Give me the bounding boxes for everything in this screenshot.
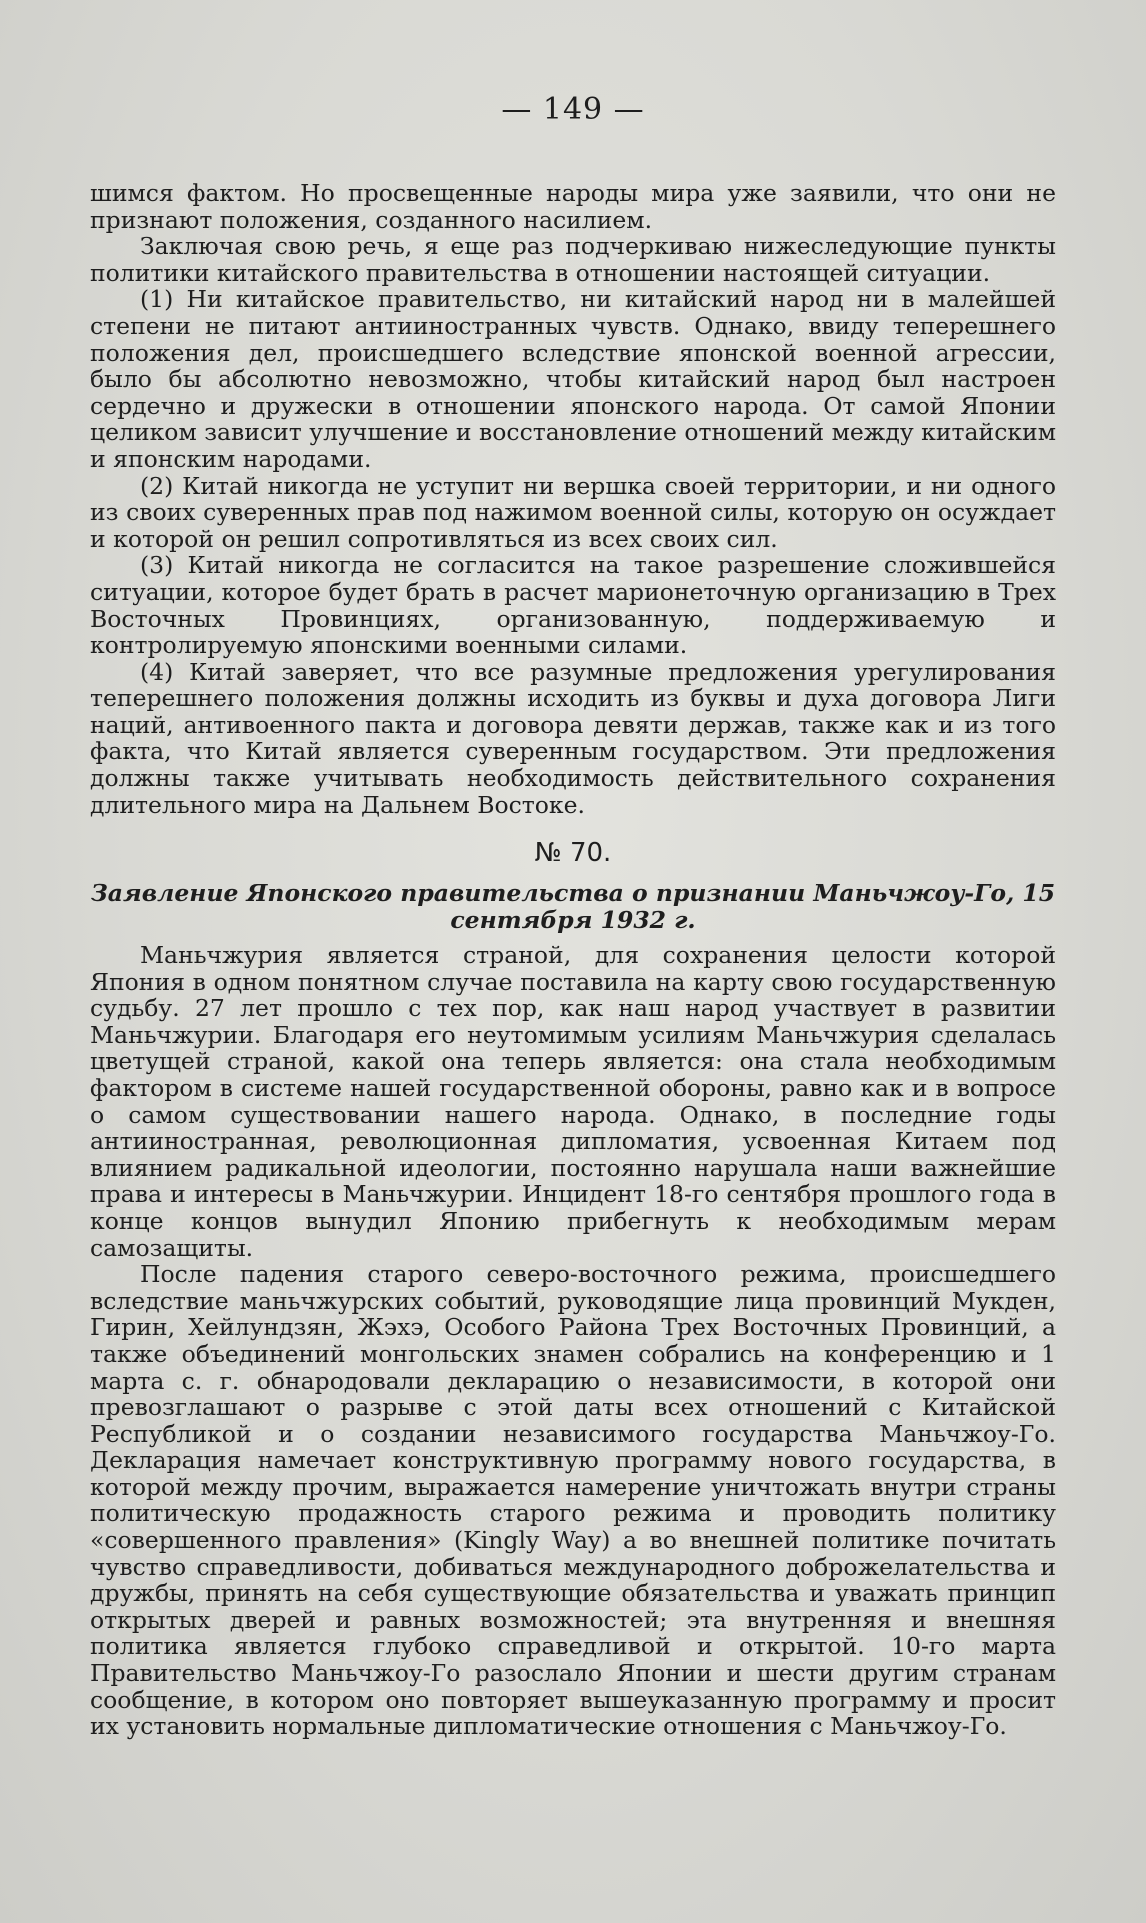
paragraph: (3) Китай никогда не согласится на такое разрешение сложившейся ситуации, которое будет брать в расчет марионеточную организацию в Трех Восточных Провинциях, организованную, поддерживаемую и контролируемую японскими военными силами. [90, 551, 1056, 660]
paragraph: Заключая свою речь, я еще раз подчеркиваю нижеследующие пункты политики китайского правительства в отношении настоящей ситуации. [90, 232, 1056, 287]
paragraph: (4) Китай заверяет, что все разумные предложения урегулирования теперешнего положения должны исходить из буквы и духа договора Лиги наций, антивоенного пакта и договора девяти держав, также как и из того факта, что Китай является суверенным государством. Эти предложения должны также учитывать необходимость действительного сохранения длительного мира на Дальнем Востоке. [90, 657, 1056, 819]
page-number: — 149 — [501, 92, 645, 127]
japanese-statement-section [90, 942, 1056, 1740]
document-title: Заявление Японского правительства о признании Маньчжоу-Го, 15 сентября 1932 г. [90, 879, 1056, 934]
speech-conclusion-section [90, 180, 1056, 818]
paragraph: (2) Китай никогда не уступит ни вершка своей территории, и ни одного из своих суверенных прав под нажимом военной силы, которую он осуждает и которой он решил сопротивляться из всех своих сил. [90, 471, 1056, 553]
paragraph: (1) Ни китайское правительство, ни китайский народ ни в малейшей степени не питают антииностранных чувств. Однако, ввиду теперешнего положения дел, происшедшего вследствие японской военной агрессии, было бы абсолютно невозможно, чтобы китайский народ был настроен сердечно и дружески в отношении японского народа. От самой Японии целиком зависит улучшение и восстановление отношений между китайским и японским народами. [90, 285, 1056, 473]
document-number: № 70. [534, 838, 612, 868]
paragraph: шимся фактом. Но просвещенные народы мира уже заявили, что они не признают положения, созданного насилием. [90, 179, 1056, 234]
paragraph: После падения старого северо-восточного режима, происшедшего вследствие маньчжурских событий, руководящие лица провинций Мукден, Гирин, Хейлундзян, Жэхэ, Особого Района Трех Восточных Провинций, а также объединений монгольских знамен собрались на конференцию и 1 марта с. г. обнародовали декларацию о независимости, в которой они превозглашают о разрыве с этой даты всех отношений с Китайской Республикой и о создании независимого государства Маньчжоу-Го. Декларация намечает конструктивную программу нового государства, в которой между прочим, выражается намерение уничтожать внутри страны политическую продажность старого режима и проводить политику «совершенного правления» (Kingly Way) а во внешней политике почитать чувство справедливости, добиваться международного доброжелательства и дружбы, принять на себя существующие обязательства и уважать принцип открытых дверей и равных возможностей; эта внутренняя и внешняя политика является глубоко справедливой и открытой. 10-го марта Правительство Маньчжоу-Го разослало Японии и шести другим странам сообщение, в котором оно повторяет вышеуказанную программу и просит их установить нормальные дипломатические отношения с Маньчжоу-Го. [90, 1260, 1056, 1741]
paragraph: Маньчжурия является страной, для сохранения целости которой Япония в одном понятном случае поставила на карту свою государственную судьбу. 27 лет прошло с тех пор, как наш народ участвует в развитии Маньчжурии. Благодаря его неутомимым усилиям Маньчжурия сделалась цветущей страной, какой она теперь является: она стала необходимым фактором в системе нашей государственной обороны, равно как и в вопросе о самом существовании нашего народа. Однако, в последние годы антииностранная, революционная дипломатия, усвоенная Китаем под влиянием радикальной идеологии, постоянно нарушала наши важнейшие права и интересы в Маньчжурии. Инцидент 18-го сентября прошлого года в конце концов вынудил Японию прибегнуть к необходимым мерам самозащиты. [90, 941, 1056, 1262]
